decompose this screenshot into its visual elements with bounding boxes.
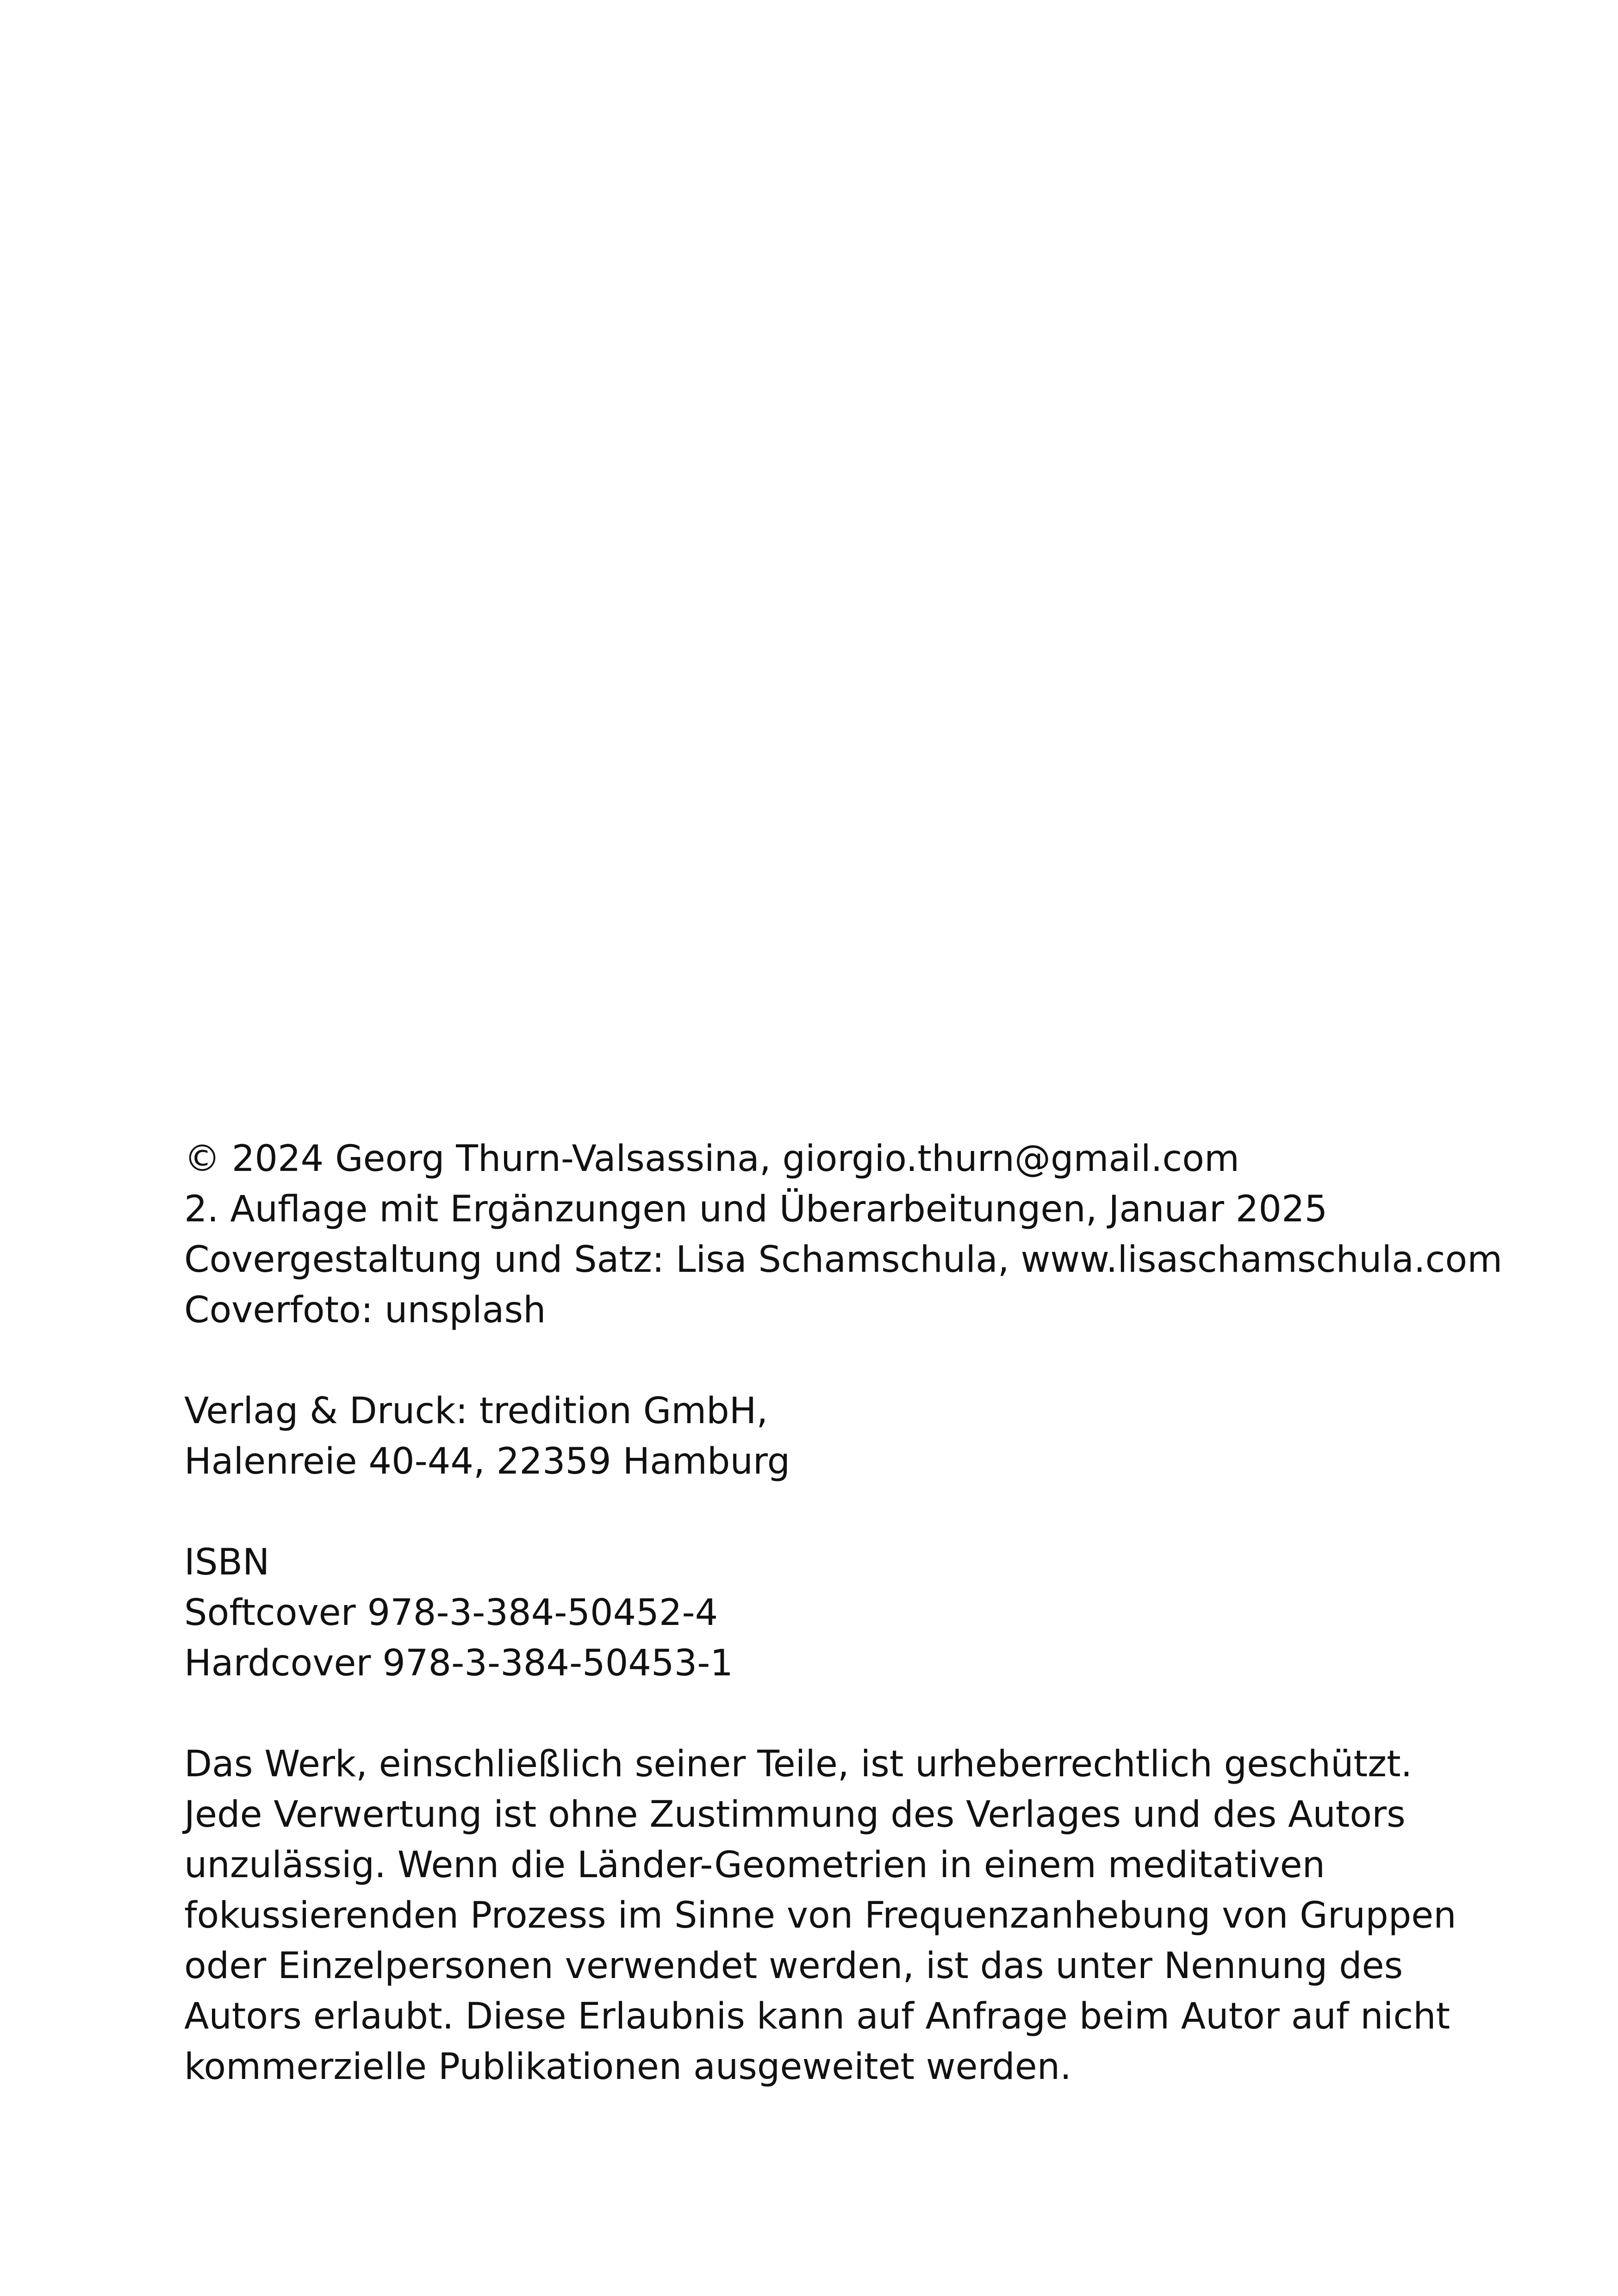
legal-line: Das Werk, einschließlich seiner Teile, ist urheberrechtlich geschützt. bbox=[184, 1743, 1413, 1785]
legal-line: fokussierenden Prozess im Sinne von Frequenzanhebung von Gruppen bbox=[184, 1895, 1456, 1936]
cover-photo-line: Coverfoto: unsplash bbox=[184, 1289, 546, 1331]
isbn-block bbox=[184, 1537, 1526, 1689]
spacer bbox=[184, 1336, 1526, 1386]
publisher-address-line: Halenreie 40-44, 22359 Hamburg bbox=[184, 1441, 790, 1482]
legal-line: Jede Verwertung ist ohne Zustimmung des Verlages und des Autors bbox=[184, 1794, 1406, 1836]
edition-line: 2. Auflage mit Ergänzungen und Überarbeitungen, Januar 2025 bbox=[184, 1188, 1328, 1230]
legal-line: Autors erlaubt. Diese Erlaubnis kann auf Anfrage beim Autor auf nicht bbox=[184, 1996, 1450, 2037]
credits-block bbox=[184, 1134, 1526, 1336]
publisher-block bbox=[184, 1386, 1526, 1487]
isbn-hardcover-line: Hardcover 978-3-384-50453-1 bbox=[184, 1643, 733, 1684]
legal-notice-block bbox=[184, 1739, 1526, 2092]
imprint-page bbox=[184, 1134, 1526, 2092]
isbn-softcover-line: Softcover 978-3-384-50452-4 bbox=[184, 1592, 718, 1634]
legal-line: kommerzielle Publikationen ausgeweitet werden. bbox=[184, 2046, 1072, 2088]
spacer bbox=[184, 1689, 1526, 1739]
copyright-line: © 2024 Georg Thurn-Valsassina, giorgio.thurn@gmail.com bbox=[184, 1138, 1239, 1180]
legal-line: oder Einzelpersonen verwendet werden, ist das unter Nennung des bbox=[184, 1945, 1403, 1987]
legal-line: unzulässig. Wenn die Länder-Geometrien in einem meditativen bbox=[184, 1844, 1325, 1886]
isbn-heading: ISBN bbox=[184, 1542, 270, 1583]
spacer bbox=[184, 1487, 1526, 1537]
cover-design-line: Covergestaltung und Satz: Lisa Schamschula, www.lisaschamschula.com bbox=[184, 1239, 1503, 1281]
publisher-line: Verlag & Druck: tredition GmbH, bbox=[184, 1390, 768, 1432]
